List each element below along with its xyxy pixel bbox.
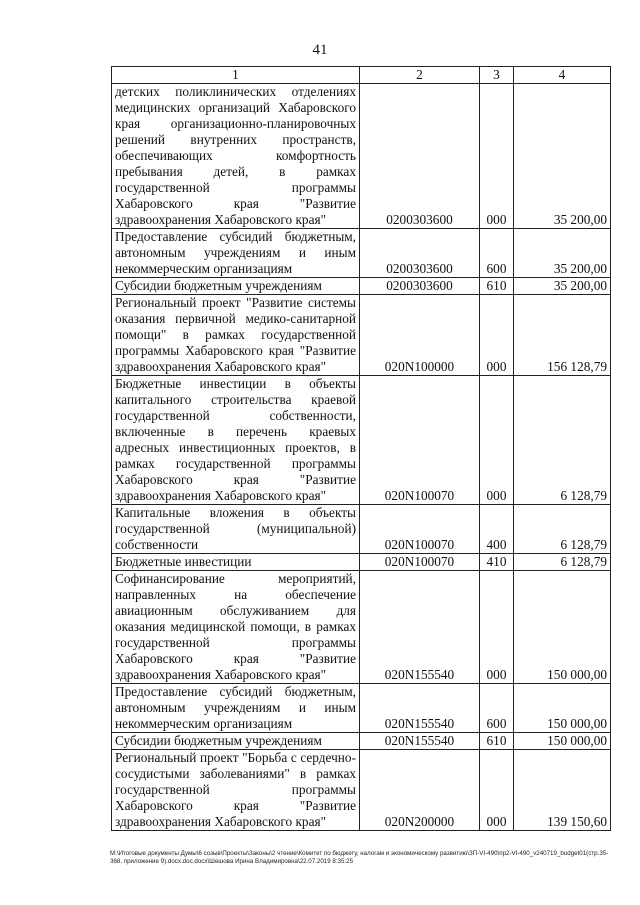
row-type-cell: 000 [480,84,514,229]
table-row [112,750,611,831]
row-code-cell: 0200303600 [360,229,480,278]
row-type-cell: 000 [480,750,514,831]
row-type-cell: 000 [480,571,514,684]
row-code-cell: 020N100000 [360,295,480,376]
file-path-footer: M:\Итоговые документы Думы\6 созыв\Проекты\Законы\2 чтение\Комитет по бюджету, налогам и экономическому развитию\ЗП-VI-490\пр2-VI-490_v240719_budget01(стр.35-368, приложение 9).docx.doc.docx\Шешова Ирина Владимировна\22.07.2019 8:35:25 [110,850,609,865]
row-type-cell: 000 [480,295,514,376]
row-amount-cell: 150 000,00 [514,684,611,733]
table-row [112,684,611,733]
table-row [112,733,611,750]
budget-table [111,66,611,831]
row-amount-cell: 6 128,79 [514,554,611,571]
column-header: 2 [360,67,480,84]
row-name-cell: Региональный проект "Развитие системы оказания первичной медико-санитарной помощи" в рамках государственной программы Хабаровского края "Развитие здравоохранения Хабаровского края" [112,295,360,376]
row-amount-cell: 6 128,79 [514,376,611,505]
row-code-cell: 020N100070 [360,376,480,505]
row-name-cell: Региональный проект "Борьба с сердечно-сосудистыми заболеваниями" в рамках государственной программы Хабаровского края "Развитие здравоохранения Хабаровского края" [112,750,360,831]
row-code-cell: 0200303600 [360,84,480,229]
page-number: 41 [312,42,328,58]
table-row [112,376,611,505]
row-amount-cell: 139 150,60 [514,750,611,831]
row-name-cell: Бюджетные инвестиции [112,554,360,571]
row-type-cell: 400 [480,505,514,554]
row-type-cell: 610 [480,733,514,750]
row-code-cell: 0200303600 [360,278,480,295]
table-header-row [112,67,611,84]
row-name-cell: Капитальные вложения в объекты государственной (муниципальной) собственности [112,505,360,554]
table-row [112,278,611,295]
row-type-cell: 410 [480,554,514,571]
row-amount-cell: 35 200,00 [514,229,611,278]
row-type-cell: 600 [480,684,514,733]
row-amount-cell: 35 200,00 [514,278,611,295]
row-type-cell: 600 [480,229,514,278]
row-code-cell: 020N155540 [360,684,480,733]
row-amount-cell: 156 128,79 [514,295,611,376]
row-amount-cell: 150 000,00 [514,733,611,750]
row-type-cell: 610 [480,278,514,295]
column-header: 1 [112,67,360,84]
row-amount-cell: 6 128,79 [514,505,611,554]
table-row [112,84,611,229]
column-header: 4 [514,67,611,84]
table-row [112,505,611,554]
row-code-cell: 020N100070 [360,505,480,554]
row-amount-cell: 150 000,00 [514,571,611,684]
row-name-cell: Софинансирование мероприятий, направленных на обеспечение авиационным обслуживанием для оказания медицинской помощи, в рамках государственной программы Хабаровского края "Развитие здравоохранения Хабаровского края" [112,571,360,684]
row-name-cell: детских поликлинических отделениях медицинских организаций Хабаровского края организационно-планировочных решений внутренних пространств, обеспечивающих комфортность пребывания детей, в рамках государственной программы Хабаровского края "Развитие здравоохранения Хабаровского края" [112,84,360,229]
table-row [112,554,611,571]
table-row [112,229,611,278]
row-name-cell: Предоставление субсидий бюджетным, автономным учреждениям и иным некоммерческим организациям [112,684,360,733]
row-name-cell: Субсидии бюджетным учреждениям [112,733,360,750]
row-code-cell: 020N200000 [360,750,480,831]
table-row [112,295,611,376]
row-code-cell: 020N155540 [360,571,480,684]
row-name-cell: Субсидии бюджетным учреждениям [112,278,360,295]
column-header: 3 [480,67,514,84]
row-name-cell: Бюджетные инвестиции в объекты капитального строительства краевой государственной собственности, включенные в перечень краевых адресных инвестиционных проектов, в рамках государственной программы Хабаровского края "Развитие здравоохранения Хабаровского края" [112,376,360,505]
row-name-cell: Предоставление субсидий бюджетным, автономным учреждениям и иным некоммерческим организациям [112,229,360,278]
row-type-cell: 000 [480,376,514,505]
row-code-cell: 020N155540 [360,733,480,750]
table-row [112,571,611,684]
row-amount-cell: 35 200,00 [514,84,611,229]
row-code-cell: 020N100070 [360,554,480,571]
